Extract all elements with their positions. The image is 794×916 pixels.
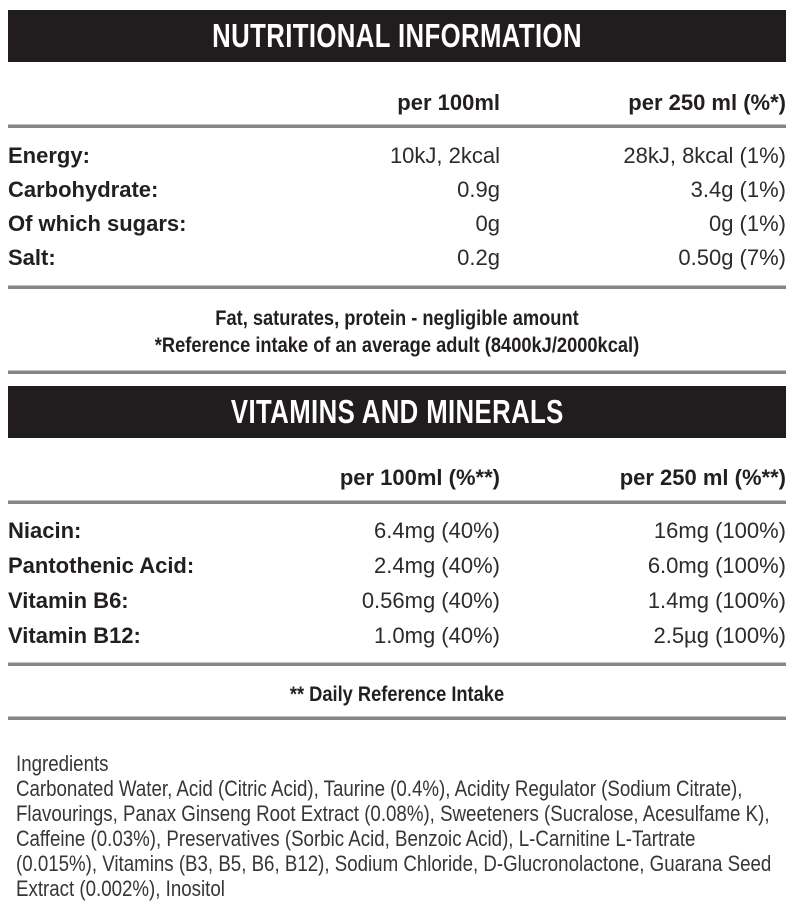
table-row-vitamin-b6 — [8, 583, 786, 618]
vitamins-column-headers — [8, 467, 786, 489]
daily-reference-intake-note — [0, 683, 794, 707]
nutrition-footnotes — [0, 305, 794, 359]
value-per-250ml: 3.4g (1%) — [690, 177, 786, 202]
ingredients-heading: Ingredients — [16, 751, 109, 776]
ingredients-text: Carbonated Water, Acid (Citric Acid), Taurine (0.4%), Acidity Regulator (Sodium Citrate), Flavourings, Panax Ginseng Root Extract (0.08%), Sweeteners (Sucralose, Acesulfame K), Caffeine (0.03%), Preservatives (Sorbic Acid, Benzoic Acid), L-Carnitine L-Tartrate (0.015%), Vitamins (B3, B5, B6, B12), Sodium Chloride, D-Glucronolactone, Guarana Seed Extract (0.002%), Inositol — [16, 776, 772, 901]
divider-rule — [8, 370, 786, 374]
value-per-250ml: 1.4mg (100%) — [647, 587, 786, 613]
row-label: Pantothenic Acid: — [8, 552, 195, 578]
value-per-250ml: 28kJ, 8kcal (1%) — [623, 143, 786, 168]
value-per-250ml: 0g (1%) — [708, 211, 786, 236]
value-per-100ml: 2.4mg (40%) — [374, 552, 500, 578]
row-label: Carbohydrate: — [8, 177, 159, 202]
value-per-100ml: 1.0mg (40%) — [374, 622, 500, 648]
nutrition-label — [0, 10, 794, 901]
row-label: Vitamin B12: — [8, 622, 141, 648]
table-row-pantothenic-acid — [8, 548, 786, 583]
nutrition-section-title: NUTRITIONAL INFORMATION — [212, 17, 582, 54]
value-per-100ml: 6.4mg (40%) — [374, 517, 500, 543]
value-per-250ml: 16mg (100%) — [653, 517, 786, 543]
value-per-250ml: 2.5µg (100%) — [653, 622, 786, 648]
row-label: Salt: — [8, 245, 56, 270]
vitamins-section-header-bar — [8, 386, 786, 438]
nutrition-table — [0, 139, 794, 275]
divider-rule — [8, 500, 786, 504]
vitamins-section-title: VITAMINS AND MINERALS — [230, 393, 564, 430]
vitamins-col-header-per-250ml: per 250 ml (%**) — [619, 465, 786, 490]
value-per-100ml: 0g — [475, 211, 500, 236]
divider-rule — [8, 285, 786, 289]
vitamins-col-header-per-100ml: per 100ml (%**) — [339, 465, 500, 490]
nutrition-column-headers — [8, 92, 786, 114]
divider-rule — [8, 716, 786, 720]
value-per-100ml: 10kJ, 2kcal — [389, 143, 500, 168]
ingredients-section — [16, 751, 776, 901]
table-row-energy — [8, 139, 786, 173]
value-per-250ml: 6.0mg (100%) — [647, 552, 786, 578]
row-label: Niacin: — [8, 517, 82, 543]
value-per-100ml: 0.56mg (40%) — [361, 587, 500, 613]
row-label: Vitamin B6: — [8, 587, 129, 613]
divider-rule — [8, 662, 786, 666]
table-row-carbohydrate — [8, 173, 786, 207]
table-row-vitamin-b12 — [8, 618, 786, 653]
divider-rule — [8, 124, 786, 128]
footnote-daily-reference: ** Daily Reference Intake — [289, 683, 505, 706]
footnote-negligible: Fat, saturates, protein - negligible amount — [215, 307, 579, 330]
nutrition-col-header-per-100ml: per 100ml — [397, 90, 500, 115]
table-row-niacin — [8, 513, 786, 548]
row-label: Of which sugars: — [8, 211, 187, 236]
row-label: Energy: — [8, 143, 90, 168]
value-per-250ml: 0.50g (7%) — [678, 245, 786, 270]
nutrition-section-header-bar — [8, 10, 786, 62]
value-per-100ml: 0.9g — [457, 177, 500, 202]
table-row-sugars — [8, 207, 786, 241]
footnote-reference-intake: *Reference intake of an average adult (8400kJ/2000kcal) — [154, 334, 640, 357]
value-per-100ml: 0.2g — [457, 245, 500, 270]
nutrition-col-header-per-250ml: per 250 ml (%*) — [628, 90, 786, 115]
vitamins-table — [0, 513, 794, 653]
table-row-salt — [8, 241, 786, 275]
